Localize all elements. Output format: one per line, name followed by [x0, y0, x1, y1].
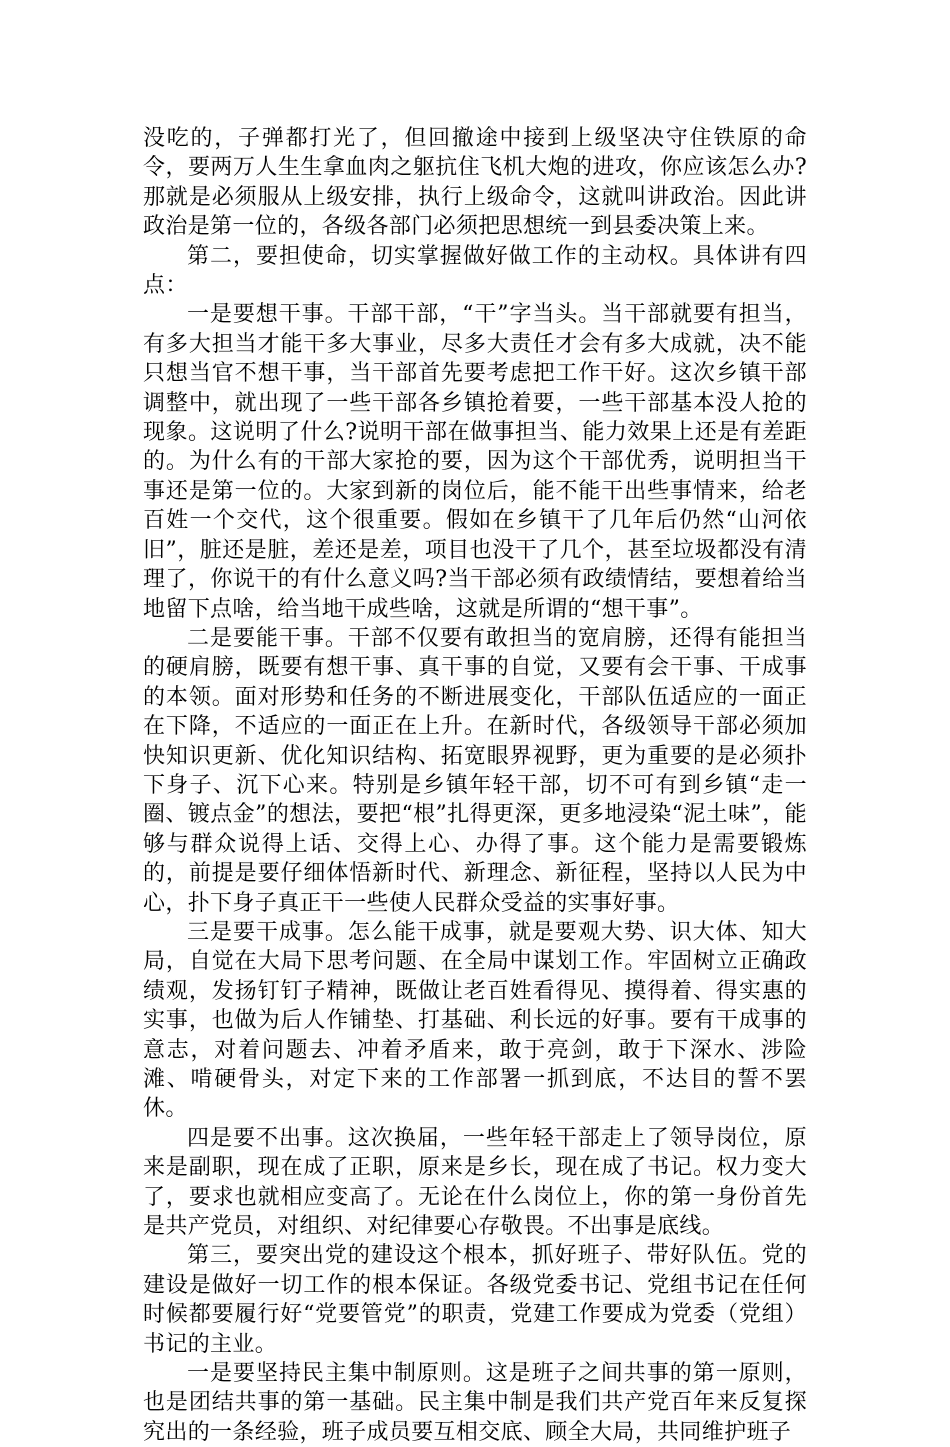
paragraph-section-three: 第三，要突出党的建设这个根本，抓好班子、带好队伍。党的建设是做好一切工作的根本保证。各级党委书记、党组书记在任何时候都要履行好“党要管党”的职责，党建工作要成为党委（党组）书记的主业。	[143, 1243, 807, 1357]
paragraph-point-four: 四是要不出事。这次换届，一些年轻干部走上了领导岗位，原来是副职，现在成了正职，原来是乡长，现在成了书记。权力变大了，要求也就相应变高了。无论在什么岗位上，你的第一身份首先是共产党员，对组织、对纪律要心存敬畏。不出事是底线。	[143, 1125, 807, 1240]
document-body	[143, 124, 807, 1447]
paragraph-continuation: 没吃的，子弹都打光了，但回撤途中接到上级坚决守住铁原的命令，要两万人生生拿血肉之躯抗住飞机大炮的进攻，你应该怎么办?那就是必须服从上级安排，执行上级命令，这就叫讲政治。因此讲政治是第一位的，各级各部门必须把思想统一到县委决策上来。	[143, 126, 807, 240]
paragraph-point-two: 二是要能干事。干部不仅要有敢担当的宽肩膀，还得有能担当的硬肩膀，既要有想干事、真干事的自觉，又要有会干事、干成事的本领。面对形势和任务的不断进展变化，干部队伍适应的一面正在下降，不适应的一面正在上升。在新时代，各级领导干部必须加快知识更新、优化知识结构、拓宽眼界视野，更为重要的是必须扑下身子、沉下心来。特别是乡镇年轻干部，切不可有到乡镇“走一圈、镀点金”的想法，要把“根”扎得更深，更多地浸染“泥土味”，能够与群众说得上话、交得上心、办得了事。这个能力是需要锻炼的，前提是要仔细体悟新时代、新理念、新征程，坚持以人民为中心，扑下身子真正干一些使人民群众受益的实事好事。	[143, 625, 807, 916]
paragraph-section-two: 第二，要担使命，切实掌握做好做工作的主动权。具体讲有四点：	[143, 243, 807, 299]
paragraph-point-one: 一是要想干事。干部干部，“干”字当头。当干部就要有担当，有多大担当才能干多大事业，尽多大责任才会有多大成就，决不能只想当官不想干事，当干部首先要考虑把工作干好。这次乡镇干部调整中，就出现了一些干部各乡镇抢着要，一些干部基本没人抢的现象。这说明了什么?说明干部在做事担当、能力效果上还是有差距的。为什么有的干部大家抢的要，因为这个干部优秀，说明担当干事还是第一位的。大家到新的岗位后，能不能干出些事情来，给老百姓一个交代，这个很重要。假如在乡镇干了几年后仍然“山河依旧”，脏还是脏，差还是差，项目也没干了几个，甚至垃圾都没有清理了，你说干的有什么意义吗?当干部必须有政绩情结，要想着给当地留下点啥，给当地干成些啥，这就是所谓的“想干事”。	[143, 302, 807, 622]
paragraph-party-point-one: 一是要坚持民主集中制原则。这是班子之间共事的第一原则，也是团结共事的第一基础。民主集中制是我们共产党百年来反复探究出的一条经验，班子成员要互相交底、顾全大局，共同维护班子	[143, 1361, 807, 1445]
paragraph-point-three: 三是要干成事。怎么能干成事，就是要观大势、识大体、知大局，自觉在大局下思考问题、在全局中谋划工作。牢固树立正确政绩观，发扬钉钉子精神，既做让老百姓看得见、摸得着、得实惠的实事，也做为后人作铺垫、打基础、利长远的好事。要有干成事的意志，对着问题去、冲着矛盾来，敢于亮剑，敢于下深水、涉险滩、啃硬骨头，对定下来的工作部署一抓到底，不达目的誓不罢休。	[143, 919, 807, 1122]
